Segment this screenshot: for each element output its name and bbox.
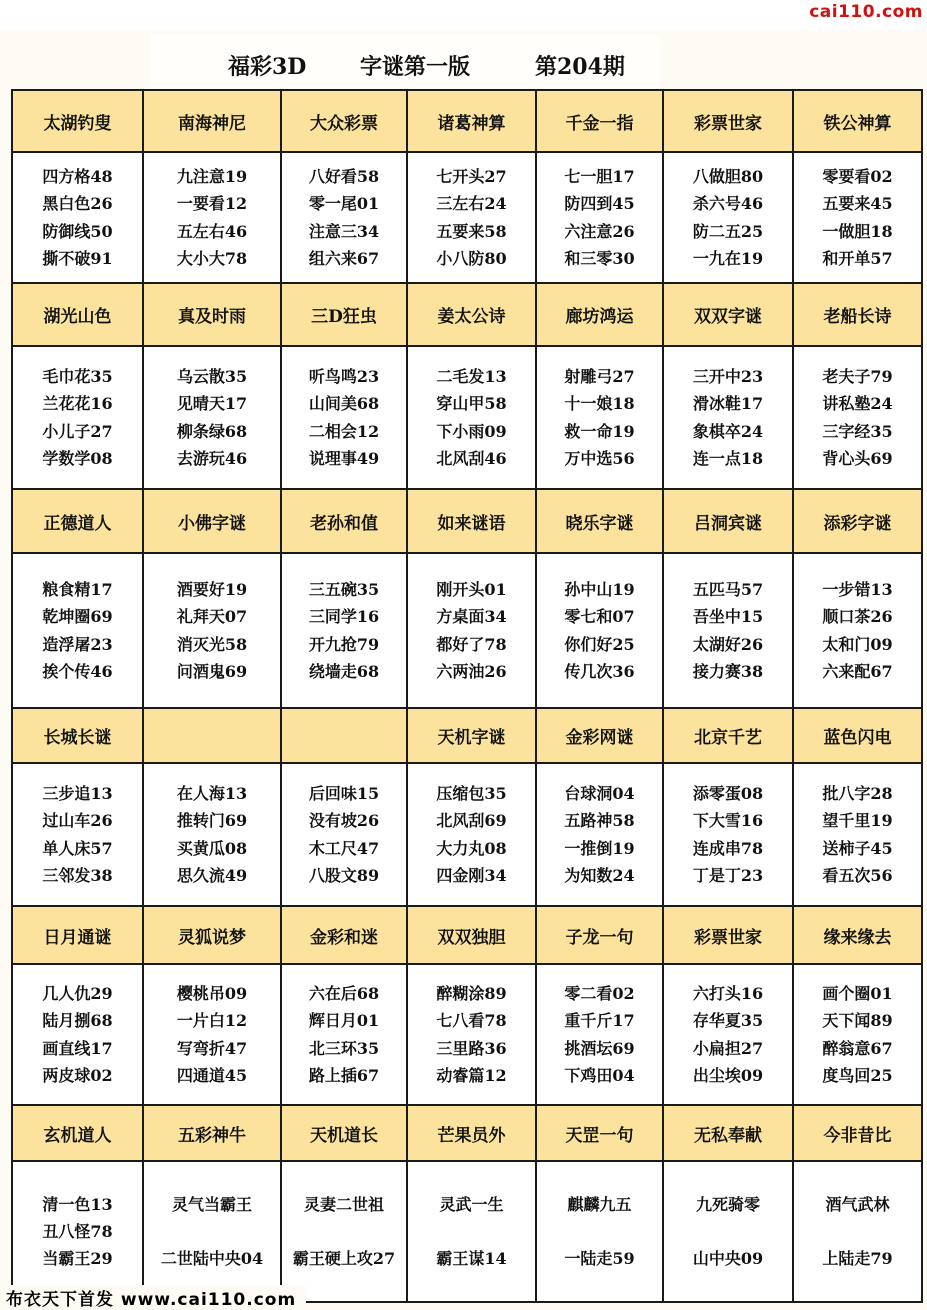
riddle-line: 送柿子45 <box>822 838 893 858</box>
riddle-line: 醉糊涂89 <box>436 983 507 1003</box>
riddle-line: 清一色13 <box>42 1195 113 1214</box>
riddle-line: 三左右24 <box>436 194 507 213</box>
riddle-line: 防四到45 <box>564 194 635 213</box>
riddle-line: 麒麟九五 <box>567 1195 632 1214</box>
riddle-line: 见晴天17 <box>176 394 248 413</box>
riddle-line: 小儿子27 <box>42 421 113 441</box>
riddle-line: 挑酒坛69 <box>564 1038 635 1058</box>
expert-name: 双双独胆 <box>407 906 536 964</box>
riddle-line: 度鸟回25 <box>822 1066 893 1085</box>
riddle-line: 五要来58 <box>436 221 507 241</box>
expert-name: 姜太公诗 <box>407 283 536 346</box>
riddle-line: 批八字28 <box>822 783 893 803</box>
expert-name: 长城长谜 <box>12 708 143 763</box>
expert-name: 铁公神算 <box>793 90 922 152</box>
riddle-line: 十一娘18 <box>564 394 635 413</box>
riddle-line: 二毛发13 <box>436 366 507 386</box>
riddle-cell <box>281 553 407 708</box>
riddle-line: 刚开头01 <box>436 579 507 599</box>
riddle-cell <box>143 553 281 708</box>
top-banner <box>0 0 927 30</box>
riddle-line: 思久流49 <box>176 866 248 885</box>
riddle-cell <box>281 152 407 283</box>
expert-name: 诸葛神算 <box>407 90 536 152</box>
riddle-line: 酒气武林 <box>825 1195 890 1214</box>
riddle-line: 象棋卒24 <box>692 421 764 441</box>
riddle-line: 当霸王29 <box>42 1249 113 1268</box>
riddle-table <box>11 89 923 1303</box>
expert-name: 五彩神牛 <box>143 1105 281 1161</box>
expert-name: 天机道长 <box>281 1105 407 1161</box>
riddle-line: 重千斤17 <box>564 1011 635 1030</box>
riddle-cell <box>143 152 281 283</box>
riddle-line: 一要看12 <box>176 194 248 213</box>
riddle-line: 天下闻89 <box>822 1011 893 1030</box>
riddle-line: 三邻发38 <box>42 866 113 885</box>
riddle-line: 乾坤圈69 <box>42 607 113 626</box>
riddle-line: 六两油26 <box>436 662 507 681</box>
riddle-line: 兰花花16 <box>42 394 113 413</box>
riddle-cell <box>793 1161 922 1302</box>
riddle-cell <box>407 964 536 1105</box>
riddle-cell <box>793 152 922 283</box>
riddle-line: 和三零30 <box>564 249 635 268</box>
riddle-line: 灵妻二世祖 <box>303 1195 384 1214</box>
lottery-title: 福彩3D <box>228 54 307 80</box>
expert-name <box>281 708 407 763</box>
riddle-line: 背心头69 <box>822 449 893 468</box>
riddle-line: 问酒鬼69 <box>176 662 248 681</box>
riddle-line: 黑白色26 <box>42 194 113 213</box>
expert-name: 彩票世家 <box>663 90 793 152</box>
header-row <box>12 906 922 964</box>
riddle-line: 木工尺47 <box>308 838 380 858</box>
riddle-cell <box>12 1161 143 1302</box>
riddle-row <box>12 152 922 283</box>
riddle-row <box>12 346 922 489</box>
expert-name: 真及时雨 <box>143 283 281 346</box>
riddle-line: 救一命19 <box>564 421 635 441</box>
riddle-row <box>12 553 922 708</box>
expert-name: 老孙和值 <box>281 489 407 553</box>
riddle-line: 五要来45 <box>822 194 893 213</box>
riddle-line: 三五碗35 <box>308 579 380 599</box>
riddle-line: 学数学08 <box>42 449 113 468</box>
riddle-line: 讲私塾24 <box>822 394 893 413</box>
riddle-line: 六来配67 <box>822 662 893 681</box>
riddle-line: 一推倒19 <box>564 838 635 858</box>
riddle-line: 你们好25 <box>564 634 635 654</box>
riddle-line: 大小大78 <box>176 249 248 268</box>
expert-name: 大众彩票 <box>281 90 407 152</box>
expert-name: 南海神尼 <box>143 90 281 152</box>
expert-name: 芒果员外 <box>407 1105 536 1161</box>
riddle-line: 一九在19 <box>692 249 764 268</box>
riddle-line: 万中选56 <box>564 449 635 468</box>
riddle-cell <box>12 152 143 283</box>
riddle-cell <box>536 964 663 1105</box>
riddle-line: 撕不破91 <box>42 249 113 268</box>
riddle-cell <box>536 763 663 906</box>
riddle-line: 压缩包35 <box>436 783 507 803</box>
riddle-line: 开九抢79 <box>308 634 380 654</box>
riddle-line: 七八看78 <box>436 1011 507 1030</box>
riddle-line: 北风刮69 <box>436 811 507 830</box>
expert-name: 天机字谜 <box>407 708 536 763</box>
expert-name: 缘来缘去 <box>793 906 922 964</box>
riddle-line <box>282 1218 406 1245</box>
riddle-line: 消灭光58 <box>176 634 248 654</box>
riddle-line: 八好看58 <box>308 166 380 186</box>
riddle-line: 下鸡田04 <box>564 1066 635 1085</box>
riddle-cell <box>407 152 536 283</box>
riddle-cell <box>281 964 407 1105</box>
header-row <box>12 489 922 553</box>
riddle-line: 辉日月01 <box>308 1011 380 1030</box>
riddle-line: 上陆走79 <box>822 1249 893 1268</box>
expert-name: 老船长诗 <box>793 283 922 346</box>
riddle-line: 毛巾花35 <box>42 366 113 386</box>
riddle-line: 推转门69 <box>176 811 248 830</box>
riddle-line: 丑八怪78 <box>42 1222 113 1241</box>
expert-name: 子龙一句 <box>536 906 663 964</box>
riddle-line: 五匹马57 <box>692 579 764 599</box>
expert-name: 无私奉献 <box>663 1105 793 1161</box>
riddle-line: 三字经35 <box>822 421 893 441</box>
riddle-cell <box>663 964 793 1105</box>
riddle-line: 陆月捌68 <box>42 1011 113 1030</box>
riddle-line: 买黄瓜08 <box>176 838 248 858</box>
riddle-line: 顺口茶26 <box>822 607 893 626</box>
expert-name: 吕洞宾谜 <box>663 489 793 553</box>
riddle-cell <box>663 346 793 489</box>
riddle-line: 八股文89 <box>308 866 380 885</box>
expert-name: 天罡一句 <box>536 1105 663 1161</box>
riddle-line: 霸王谋14 <box>436 1249 507 1268</box>
riddle-line: 注意三34 <box>308 221 380 241</box>
riddle-cell <box>536 1161 663 1302</box>
riddle-line: 在人海13 <box>176 783 248 803</box>
riddle-line: 几人仇29 <box>42 983 113 1003</box>
riddle-line: 礼拜天07 <box>176 607 248 626</box>
riddle-line: 三里路36 <box>436 1038 507 1058</box>
header-row <box>12 708 922 763</box>
riddle-line: 零一尾01 <box>308 194 380 213</box>
riddle-line: 七一胆17 <box>564 166 635 186</box>
riddle-cell <box>407 346 536 489</box>
riddle-line: 两皮球02 <box>42 1066 113 1085</box>
riddle-cell <box>536 152 663 283</box>
riddle-line: 太湖好26 <box>692 634 764 654</box>
riddle-line: 过山车26 <box>42 811 113 830</box>
riddle-cell <box>663 763 793 906</box>
riddle-line: 吾坐中15 <box>692 607 764 626</box>
riddle-cell <box>536 553 663 708</box>
riddle-line: 乌云散35 <box>176 366 248 386</box>
riddle-cell <box>12 964 143 1105</box>
issue-number: 第204期 <box>535 54 625 80</box>
riddle-line: 四金刚34 <box>436 866 507 885</box>
riddle-line: 写弯折47 <box>176 1038 248 1058</box>
riddle-cell <box>663 553 793 708</box>
riddle-line: 防御线50 <box>42 221 113 241</box>
riddle-line: 一步错13 <box>822 579 893 599</box>
riddle-line: 存华夏35 <box>692 1011 764 1030</box>
riddle-cell <box>793 553 922 708</box>
riddle-line: 防二五25 <box>692 221 764 241</box>
expert-name: 正德道人 <box>12 489 143 553</box>
expert-name: 灵狐说梦 <box>143 906 281 964</box>
riddle-line: 粮食精17 <box>42 579 113 599</box>
riddle-line: 没有坡26 <box>308 811 380 830</box>
riddle-line: 灵气当霸王 <box>171 1195 252 1214</box>
expert-name: 太湖钓叟 <box>12 90 143 152</box>
riddle-line: 四方格48 <box>42 166 113 186</box>
riddle-line: 连一点18 <box>692 449 764 468</box>
riddle-line: 挨个传46 <box>42 662 113 681</box>
expert-name: 千金一指 <box>536 90 663 152</box>
riddle-line: 造浮屠23 <box>42 634 113 654</box>
riddle-line: 一陆走59 <box>564 1249 635 1268</box>
riddle-line: 看五次56 <box>822 866 893 885</box>
riddle-cell <box>281 1161 407 1302</box>
riddle-line <box>537 1218 662 1245</box>
riddle-line: 醉翁意67 <box>822 1038 893 1058</box>
riddle-line: 樱桃吊09 <box>176 983 248 1003</box>
expert-name: 晓乐字谜 <box>536 489 663 553</box>
expert-name: 彩票世家 <box>663 906 793 964</box>
riddle-cell <box>12 346 143 489</box>
riddle-line: 去游玩46 <box>176 449 248 468</box>
riddle-line: 零二看02 <box>564 983 635 1003</box>
expert-name <box>143 708 281 763</box>
riddle-line: 组六来67 <box>308 249 380 268</box>
riddle-line: 连成串78 <box>692 838 764 858</box>
riddle-line: 动睿篇12 <box>436 1066 507 1085</box>
riddle-line: 都好了78 <box>436 634 507 654</box>
riddle-line: 柳条绿68 <box>176 421 248 441</box>
riddle-line: 六在后68 <box>308 983 380 1003</box>
riddle-line: 听鸟鸣23 <box>308 366 380 386</box>
riddle-line <box>794 1218 921 1245</box>
riddle-line: 画个圈01 <box>822 983 893 1003</box>
footer-text[interactable]: 布衣天下首发 www.cai110.com <box>6 1285 306 1310</box>
riddle-line: 说理事49 <box>308 449 380 468</box>
header-row <box>12 1105 922 1161</box>
riddle-line: 八做胆80 <box>692 166 764 186</box>
expert-name: 今非昔比 <box>793 1105 922 1161</box>
riddle-cell <box>793 763 922 906</box>
riddle-cell <box>143 964 281 1105</box>
riddle-line: 北风刮46 <box>436 449 507 468</box>
riddle-line: 后回味15 <box>308 783 380 803</box>
riddle-line <box>664 1218 792 1245</box>
riddle-line: 单人床57 <box>42 838 113 858</box>
riddle-line: 六打头16 <box>692 983 764 1003</box>
riddle-line: 九死骑零 <box>695 1195 760 1214</box>
page-header <box>150 34 660 88</box>
riddle-line: 灵武一生 <box>439 1195 504 1214</box>
riddle-line: 下大雪16 <box>692 811 764 830</box>
riddle-cell <box>536 346 663 489</box>
riddle-cell <box>143 1161 281 1302</box>
expert-name: 如来谜语 <box>407 489 536 553</box>
riddle-cell <box>407 553 536 708</box>
riddle-line: 添零蛋08 <box>692 783 764 803</box>
riddle-cell <box>143 346 281 489</box>
expert-name: 北京千艺 <box>663 708 793 763</box>
riddle-line: 五路神58 <box>564 811 635 830</box>
riddle-line: 六注意26 <box>564 221 635 241</box>
riddle-cell <box>281 763 407 906</box>
expert-name: 双双字谜 <box>663 283 793 346</box>
expert-name: 添彩字谜 <box>793 489 922 553</box>
riddle-line: 传几次36 <box>564 662 635 681</box>
riddle-cell <box>407 763 536 906</box>
riddle-line: 画直线17 <box>42 1038 113 1058</box>
header-row <box>12 90 922 152</box>
riddle-line: 大力丸08 <box>436 838 507 858</box>
riddle-line: 丁是丁23 <box>692 866 764 885</box>
riddle-line: 三开中23 <box>692 366 764 386</box>
riddle-line: 穿山甲58 <box>436 394 507 413</box>
riddle-line: 七开头27 <box>436 166 507 186</box>
riddle-line: 杀六号46 <box>692 194 764 213</box>
riddle-line: 一做胆18 <box>822 221 893 241</box>
riddle-line: 零七和07 <box>564 607 635 626</box>
riddle-line: 台球洞04 <box>564 783 635 803</box>
riddle-line: 滑冰鞋17 <box>692 394 764 413</box>
expert-name: 小佛字谜 <box>143 489 281 553</box>
riddle-line: 五左右46 <box>176 221 248 241</box>
riddle-line: 北三环35 <box>308 1038 380 1058</box>
riddle-line: 接力赛38 <box>692 662 764 681</box>
riddle-line: 路上插67 <box>308 1066 380 1085</box>
expert-name: 玄机道人 <box>12 1105 143 1161</box>
expert-name: 金彩和迷 <box>281 906 407 964</box>
riddle-line: 绕墙走68 <box>308 662 380 681</box>
riddle-line: 二相会12 <box>308 421 380 441</box>
riddle-line <box>408 1218 535 1245</box>
riddle-line: 出尘埃09 <box>692 1066 764 1085</box>
expert-name: 蓝色闪电 <box>793 708 922 763</box>
site-badge[interactable]: cai110.com <box>809 2 923 22</box>
riddle-line: 方桌面34 <box>436 607 507 626</box>
riddle-line: 酒要好19 <box>176 579 248 599</box>
riddle-cell <box>663 1161 793 1302</box>
riddle-line <box>144 1218 280 1245</box>
expert-name: 湖光山色 <box>12 283 143 346</box>
riddle-cell <box>12 553 143 708</box>
riddle-line: 二世陆中央04 <box>160 1249 264 1268</box>
riddle-line: 四通道45 <box>176 1066 248 1085</box>
riddle-line: 山间美68 <box>308 394 380 413</box>
header-row <box>12 283 922 346</box>
riddle-line: 小扁担27 <box>692 1038 764 1058</box>
expert-name: 三D狂虫 <box>281 283 407 346</box>
riddle-line: 零要看02 <box>822 166 893 186</box>
riddle-row <box>12 964 922 1105</box>
edition-title: 字谜第一版 <box>360 54 471 80</box>
riddle-cell <box>793 346 922 489</box>
riddle-row <box>12 763 922 906</box>
riddle-cell <box>793 964 922 1105</box>
riddle-line: 望千里19 <box>822 811 893 830</box>
riddle-line: 孙中山19 <box>564 579 635 599</box>
riddle-line: 三同学16 <box>308 607 380 626</box>
riddle-line: 九注意19 <box>176 166 248 186</box>
expert-name: 日月通谜 <box>12 906 143 964</box>
riddle-cell <box>407 1161 536 1302</box>
riddle-row <box>12 1161 922 1302</box>
riddle-line: 一片白12 <box>176 1011 248 1030</box>
riddle-line: 小八防80 <box>436 249 507 268</box>
expert-name: 廊坊鸿运 <box>536 283 663 346</box>
riddle-line: 老夫子79 <box>822 366 893 386</box>
expert-name: 金彩网谜 <box>536 708 663 763</box>
riddle-cell <box>12 763 143 906</box>
riddle-cell <box>663 152 793 283</box>
riddle-line: 射雕弓27 <box>564 366 635 386</box>
riddle-cell <box>143 763 281 906</box>
riddle-cell <box>281 346 407 489</box>
riddle-line: 三步追13 <box>42 783 113 803</box>
riddle-line: 山中央09 <box>692 1249 764 1268</box>
riddle-line: 霸王硬上攻27 <box>292 1249 396 1268</box>
riddle-line: 下小雨09 <box>436 421 507 441</box>
riddle-line: 太和门09 <box>822 634 893 654</box>
riddle-line: 和开单57 <box>822 249 893 268</box>
riddle-line: 为知数24 <box>564 866 635 885</box>
